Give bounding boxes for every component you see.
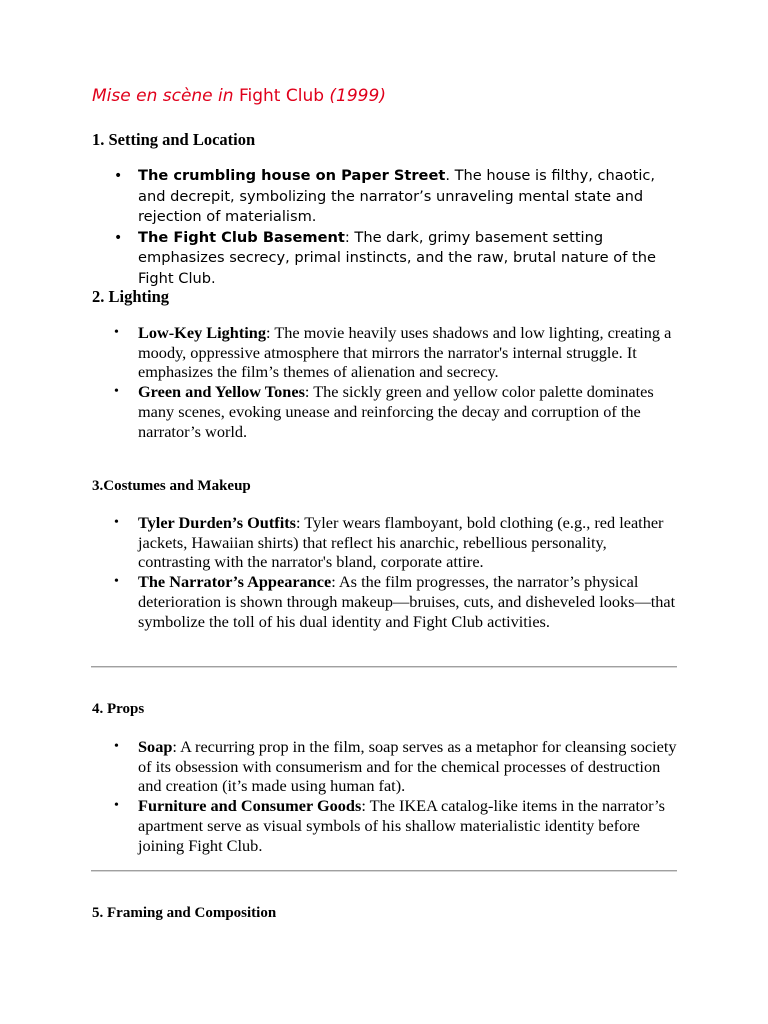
title-year: (1999)	[329, 86, 386, 106]
list-item-term: The Fight Club Basement	[138, 228, 345, 246]
bullet-icon: •	[114, 168, 123, 184]
list-item-text: . The house is filthy, chaotic, and decrepit, symbolizing the narrator’s unraveling mental state and rejection of materialism.	[138, 167, 656, 225]
list-item	[92, 737, 682, 796]
list-item	[92, 796, 682, 855]
setting-list	[92, 166, 682, 289]
horizontal-rule	[91, 666, 677, 668]
lighting-list	[92, 323, 682, 441]
list-item-text: : The sickly green and yellow color palette dominates many scenes, evoking unease and reinforcing the decay and corruption of the narrator’s world.	[138, 382, 654, 441]
list-item	[92, 572, 682, 631]
list-item-text: : A recurring prop in the film, soap serves as a metaphor for cleansing society of its obsession with consumerism and for the chemical processes of destruction and creation (it’s made using human fat).	[138, 737, 677, 796]
section-heading-costumes: 3.Costumes and Makeup	[92, 478, 251, 494]
list-item-term: Green and Yellow Tones	[138, 382, 305, 402]
list-item	[92, 513, 682, 572]
list-item-text: : The movie heavily uses shadows and low lighting, creating a moody, oppressive atmosphere that mirrors the narrator's internal struggle. It emphasizes the film’s themes of alienation and secrecy.	[138, 323, 672, 382]
list-item	[92, 323, 682, 382]
section-heading-lighting: 2. Lighting	[92, 287, 170, 306]
list-item-text: : Tyler wears flamboyant, bold clothing (e.g., red leather jackets, Hawaiian shirts) that reflect his anarchic, rebellious personality, contrasting with the narrator's bland, corporate attire.	[138, 513, 664, 572]
list-item-term: Furniture and Consumer Goods	[138, 796, 362, 816]
bullet-icon: •	[114, 574, 119, 590]
bullet-icon: •	[114, 515, 119, 530]
list-item	[92, 166, 682, 228]
horizontal-rule	[91, 870, 677, 872]
document-title	[92, 86, 386, 106]
list-item-term: Tyler Durden’s Outfits	[138, 513, 296, 532]
bullet-icon: •	[114, 798, 119, 814]
list-item-term: The crumbling house on Paper Street	[138, 167, 446, 184]
title-prefix: Mise en scène in	[92, 86, 234, 106]
bullet-icon: •	[114, 325, 119, 340]
list-item-term: Soap	[138, 737, 173, 756]
list-item-text: : The dark, grimy basement setting emphasizes secrecy, primal instincts, and the raw, brutal nature of the Fight Club.	[138, 228, 656, 287]
list-item-text: : As the film progresses, the narrator’s physical deterioration is shown through makeup—bruises, cuts, and disheveled looks—that symbolize the toll of his dual identity and Fight Club activities.	[138, 572, 676, 631]
section-heading-setting: 1. Setting and Location	[92, 130, 256, 149]
title-film: Fight Club	[238, 86, 325, 106]
bullet-icon: •	[114, 229, 123, 246]
costumes-list	[92, 513, 682, 631]
section-heading-props: 4. Props	[92, 701, 145, 717]
props-list	[92, 737, 682, 855]
list-item	[92, 382, 682, 441]
list-item-term: The Narrator’s Appearance	[138, 572, 332, 592]
list-item-text: : The IKEA catalog-like items in the narrator’s apartment serve as visual symbols of his shallow materialistic identity before joining Fight Club.	[138, 796, 665, 855]
section-heading-framing: 5. Framing and Composition	[92, 905, 277, 921]
list-item	[92, 228, 682, 290]
list-item-term: Low-Key Lighting	[138, 323, 267, 342]
bullet-icon: •	[114, 739, 119, 754]
bullet-icon: •	[114, 384, 119, 400]
